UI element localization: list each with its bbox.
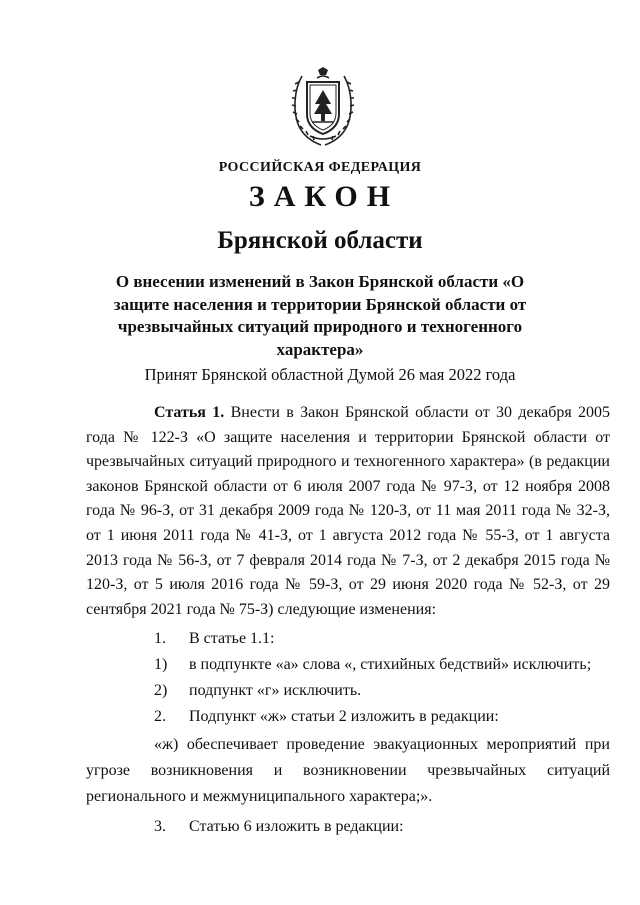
- list-item: [86, 652, 610, 678]
- list-item-text: Подпункт «ж» статьи 2 изложить в редакции:: [189, 708, 499, 726]
- article-label: Статья 1.: [154, 404, 225, 421]
- list-item: [86, 626, 610, 652]
- law-subject-title: О внесении изменений в Закон Брянской области «О защите населения и территории Брянской области от чрезвычайных ситуаций природного и техногенного характера»: [113, 272, 527, 359]
- list-item-text: подпункт «г» исключить.: [189, 682, 362, 700]
- law-body: [86, 401, 610, 840]
- coat-of-arms-emblem-icon: [290, 66, 356, 148]
- list-item-number: 3.: [154, 818, 166, 836]
- country-heading: РОССИЙСКАЯ ФЕДЕРАЦИЯ: [218, 160, 422, 175]
- list-item: [86, 678, 610, 704]
- list-item-text: В статье 1.1:: [189, 630, 275, 648]
- list-item-text: Статью 6 изложить в редакции:: [189, 818, 404, 836]
- document-type-heading: ЗАКОН: [248, 180, 400, 213]
- list-item-number: 2): [154, 682, 168, 700]
- list-item-number: 2.: [154, 708, 166, 726]
- list-item: [86, 814, 610, 840]
- region-heading: Брянской области: [217, 227, 423, 254]
- list-item: [86, 704, 610, 730]
- list-item-number: 1.: [154, 630, 166, 648]
- adoption-line: Принят Брянской областной Думой 26 мая 2022 года: [144, 365, 516, 384]
- article-text: Внести в Закон Брянской области от 30 декабря 2005 года № 122-З «О защите населения и территории Брянской области от чрезвычайных ситуаций природного и техногенного характера» (в редакции законов Брянской области от 6 июля 2007 года № 97-З, от 12 ноября 2008 года № 96-З, от 31 декабря 2009 года № 120-З, от 11 мая 2011 года № 32-З, от 1 июня 2011 года № 41-З, от 1 августа 2012 года № 55-З, от 1 августа 2013 года № 56-З, от 7 февраля 2014 года № 7-З, от 2 декабря 2015 года № 120-З, от 5 июля 2016 года № 59-З, от 29 июня 2020 года № 52-З, от 29 сентября 2021 года № 75-З) следующие изменения:: [86, 404, 611, 618]
- article-1: [86, 401, 610, 622]
- list-item-text: в подпункте «а» слова «, стихийных бедствий» исключить;: [189, 656, 592, 674]
- quoted-amendment: «ж) обеспечивает проведение эвакуационных мероприятий при угрозе возникновения и возникновении чрезвычайных ситуаций регионального и межмуниципального характера;».: [86, 736, 610, 806]
- list-item-number: 1): [154, 656, 168, 674]
